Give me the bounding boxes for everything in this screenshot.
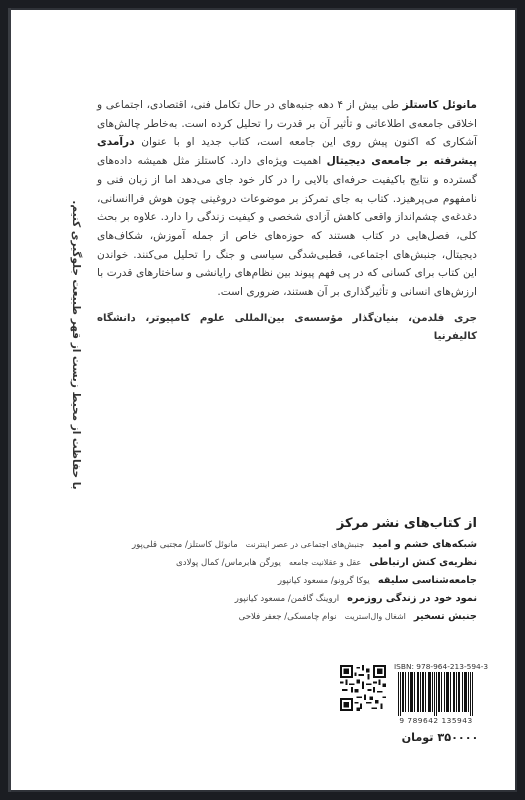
price-label: ۳۵۰۰۰۰ تومان (401, 731, 479, 744)
blurb-paragraph (97, 96, 477, 302)
catalog-item (97, 557, 477, 575)
blurb-text-part-b: اهمیت ویژه‌ای دارد. کاستلز مثل همیشه داده‌های گسترده و نتایج باکیفیت حرفه‌ای بالایی را در کار خود جای می‌دهد اما از زبان فنی و نامفهوم می‌پرهیزد. کتاب به جای تمرکز بر موضوعات دروغینی چون هوش فراانسانی، دغدغه‌ی چشم‌انداز واقعی کاهش آزادی شخصی و کیفیت زندگی را دارد. علاوه بر بحث کلی، فصل‌هایی در کتاب هستند که حوزه‌های خاص از جمله آموزش، شکاف‌های دیجیتال، جنبش‌های اجتماعی، قطبی‌شدگی سیاسی و جنگ را تحلیل می‌کنند. خواندن این کتاب برای کسانی که در پی فهم پیوند بین نظام‌های رایانشی و ساختارهای قدرت با ارزش‌های انسانی و تأثیرگذاری بر آن هستند، ضروری است. (97, 155, 477, 299)
catalog-item-authors: یوکا گرونو/ مسعود کیانپور (277, 576, 370, 586)
catalog-item-authors: یورگن هابرماس/ کمال پولادی (176, 558, 281, 568)
catalog-item-subtitle: جنبش‌های اجتماعی در عصر اینترنت (245, 540, 365, 549)
catalog-item-title: نظریه‌ی کنش ارتباطی (369, 557, 477, 568)
catalog-item (97, 611, 477, 629)
blurb-author-name: مانوئل کاستلز (402, 99, 477, 111)
catalog-item (97, 539, 477, 557)
spine-edge-stripe (8, 8, 11, 792)
catalog-item-title: جنبش تسخیر (413, 611, 477, 622)
catalog-item-title: جامعه‌شناسی سلیقه (377, 575, 477, 586)
catalog-item (97, 575, 477, 593)
catalog-item-authors: نوام چامسکی/ جعفر فلاحی (238, 612, 337, 622)
qr-code (340, 665, 386, 711)
book-blurb (97, 96, 477, 347)
isbn-barcode-block (394, 662, 489, 728)
catalog-item-subtitle: اشغال وال‌استریت (344, 612, 406, 621)
catalog-item-title: شبکه‌های خشم و امید (372, 539, 477, 550)
catalog-item (97, 593, 477, 611)
blurb-text-part-a: طی بیش از ۴ دهه جنبه‌های در حال تکامل فنی، اقتصادی، اجتماعی و اخلاقی جامعه‌ی اطلاعاتی و تأثیر آن بر قدرت را تحلیل کرده است. به‌خاطر چالش‌های آشکاری که اکنون پیش روی این جامعه است، کتاب جدید او با عنوان (97, 99, 477, 149)
blurb-endorser: جری فلدمن، بنیان‌گذار مؤسسه‌ی بین‌المللی علوم کامپیوتر، دانشگاه کالیفرنیا (97, 312, 477, 343)
publisher-catalog (97, 516, 477, 629)
barcode-number: 9 789642 135943 (399, 716, 473, 725)
blurb-book-title: درآمدی پیشرفته بر جامعه‌ی دیجیتال (97, 136, 477, 168)
catalog-item-title: نمود خود در زندگی روزمره (347, 593, 477, 604)
catalog-item-authors: مانوئل کاستلز/ مجتبی قلی‌پور (131, 540, 238, 550)
catalog-item-authors: اروینگ گافمن/ مسعود کیانپور (234, 594, 340, 604)
isbn-text: ISBN: 978-964-213-594-3 (394, 662, 489, 671)
environment-slogan: با حفاظت از محیط زیست از قهر طبیعت جلوگیری کنیم. (70, 200, 82, 490)
catalog-item-subtitle: عقل و عقلانیت جامعه (288, 558, 362, 567)
barcode (394, 672, 478, 716)
catalog-heading: از کتاب‌های نشر مرکز (336, 516, 477, 531)
